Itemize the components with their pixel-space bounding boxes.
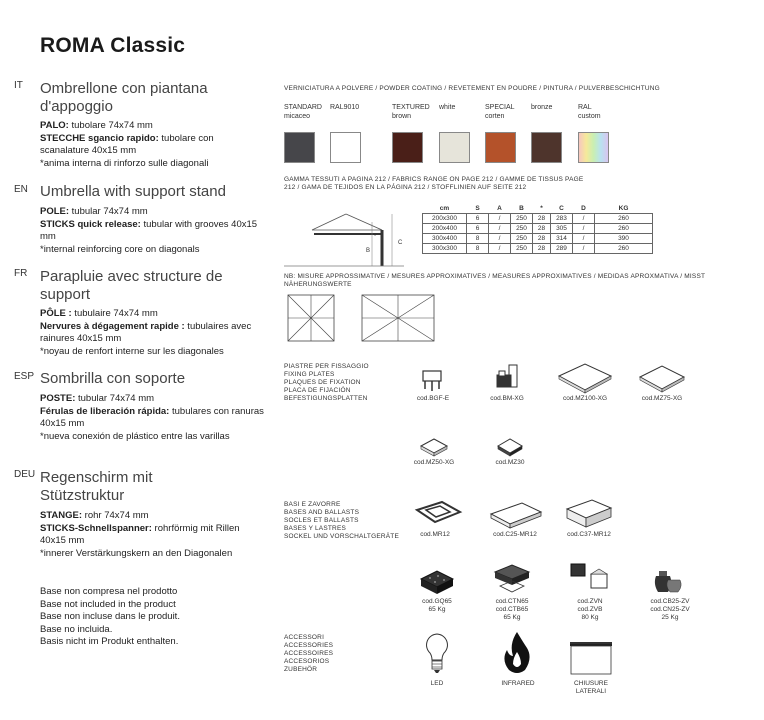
ballast-gq65-icon — [418, 568, 456, 596]
table-cell: / — [573, 224, 595, 234]
table-cell: / — [489, 214, 511, 224]
pole-label: STANGE: — [40, 510, 83, 521]
note-text: *anima interna di rinforzo sulle diagonali — [40, 157, 209, 169]
base-code: cod.C37-MR12 — [567, 531, 611, 538]
plate-mz30-icon — [495, 436, 525, 458]
led-bulb-icon — [423, 632, 451, 676]
table-cell: 390 — [595, 234, 653, 244]
table-cell: 28 — [533, 224, 551, 234]
accessory-label: INFRARED — [501, 680, 535, 687]
nb-note: NB: MISURE APPROSSIMATIVE / MESURES APPROXIMATIVES / MEASURES APPROXIMATIVES / MEDIDAS APROXMATIVA / MISST NÄHERUNGSWERTE — [284, 273, 706, 288]
swatch-label: RAL9010 — [330, 104, 360, 111]
ballast-zvn-icon — [567, 560, 613, 596]
base-note: Base non compresa nel prodotto — [40, 586, 178, 597]
note-text: *nueva conexión de plástico entre las varillas — [40, 430, 230, 442]
swatch-label: RAL custom — [578, 104, 601, 120]
ballast-weight: 80 Kg — [581, 614, 599, 621]
sticks-label: STECCHE sgancio rapido: — [40, 132, 159, 144]
lang-code-en: EN — [14, 184, 28, 195]
table-cell: 28 — [533, 214, 551, 224]
plate-mz75-xg-icon — [637, 364, 687, 394]
base-c37-mr12-icon — [564, 497, 614, 531]
table-cell: 28 — [533, 234, 551, 244]
pole-text: tubular 74x74 mm — [69, 206, 148, 217]
side-curtain-icon — [568, 640, 614, 676]
fixing-plates-title: PIASTRE PER FISSAGGIO FIXING PLATES PLAQUES DE FIXATION PLACA DE FIJACIÓN BEFESTIGUNGSPLATTEN — [284, 363, 369, 402]
table-cell: 8 — [467, 244, 489, 254]
plate-bm-xg-icon — [493, 363, 523, 391]
sticks-text: tubulares con ranuras 40x15 mm — [40, 405, 264, 429]
base-note: Base non incluse dans le produit. — [40, 611, 180, 622]
dim-letter-b: B — [366, 248, 371, 254]
ballast-weight: 25 Kg — [661, 614, 679, 621]
swatch-label: bronze — [531, 104, 553, 111]
section-title-en: Umbrella with support stand — [40, 183, 226, 200]
ballast-code: cod.CB25-ZV cod.CN25-ZV — [650, 598, 690, 613]
table-cell: 250 — [511, 234, 533, 244]
table-row — [423, 234, 653, 244]
pole-label: POSTE: — [40, 393, 76, 404]
base-note: Basis nicht im Produkt enthalten. — [40, 636, 179, 647]
section-body-en — [40, 206, 265, 256]
section-body-deu — [40, 510, 265, 560]
section-title-it: Ombrellone con piantana d'appoggio — [40, 80, 208, 115]
umbrella-side-diagram — [282, 210, 417, 270]
base-notes — [40, 586, 265, 649]
color-swatch[interactable] — [439, 132, 470, 163]
ballast-weight: 65 Kg — [428, 606, 446, 613]
dimensions-table — [422, 204, 653, 254]
pole-label: PALO: — [40, 120, 69, 131]
table-cell: 300x300 — [423, 244, 467, 254]
sticks-label: STICKS-Schnellspanner: — [40, 522, 152, 534]
dim-header: C — [551, 204, 573, 214]
table-cell: 305 — [551, 224, 573, 234]
pole-text: tubular 74x74 mm — [75, 393, 155, 404]
table-row — [423, 244, 653, 254]
table-row — [423, 214, 653, 224]
dim-header: B — [511, 204, 533, 214]
table-cell: 200x400 — [423, 224, 467, 234]
section-body-it — [40, 120, 265, 170]
table-row — [423, 224, 653, 234]
table-cell: 260 — [595, 224, 653, 234]
table-cell: 300x400 — [423, 234, 467, 244]
table-cell: / — [573, 214, 595, 224]
swatch-label: white — [439, 104, 456, 111]
pole-label: PÔLE : — [40, 308, 72, 319]
dim-header: S — [467, 204, 489, 214]
section-title-esp: Sombrilla con soporte — [40, 370, 186, 387]
lang-code-esp: ESP — [14, 371, 35, 382]
product-title: ROMA Classic — [40, 34, 186, 57]
color-swatch[interactable] — [578, 132, 609, 163]
pole-text: tubulaire 74x74 mm — [71, 308, 158, 319]
color-swatch[interactable] — [330, 132, 361, 163]
base-note: Base no incluida. — [40, 623, 113, 635]
color-swatch[interactable] — [284, 132, 315, 163]
table-cell: 250 — [511, 244, 533, 254]
lang-code-deu: DEU — [14, 469, 36, 480]
ballast-code: cod.ZVN cod.ZVB — [577, 598, 603, 613]
coating-header: VERNICIATURA A POLVERE / POWDER COATING / REVETEMENT EN POUDRE / PINTURA / PULVERBESCHICHTUNG — [284, 85, 660, 92]
table-cell: 6 — [467, 214, 489, 224]
pole-text: rohr 74x74 mm — [82, 510, 149, 521]
table-cell: / — [489, 234, 511, 244]
base-c25-mr12-icon — [488, 500, 544, 530]
section-body-esp — [40, 393, 265, 443]
ballast-code: cod.GQ65 — [422, 598, 452, 605]
top-view-square — [287, 294, 337, 342]
table-cell: / — [573, 244, 595, 254]
bases-title: BASI E ZAVORRE BASES AND BALLASTS SOCLES ET BALLASTS BASES Y LASTRES SOCKEL UND VORSCHALTGERÄTE — [284, 501, 399, 540]
top-view-rect — [361, 294, 435, 342]
table-cell: 28 — [533, 244, 551, 254]
swatch-label: STANDARD micaceo — [284, 104, 322, 120]
color-swatch[interactable] — [392, 132, 423, 163]
ballast-ctn65-icon — [492, 562, 532, 596]
accessory-label: LED — [430, 680, 444, 687]
note-text: *innerer Verstärkungskern an den Diagonalen — [40, 547, 233, 559]
table-cell: 314 — [551, 234, 573, 244]
color-swatch[interactable] — [485, 132, 516, 163]
dim-header: A — [489, 204, 511, 214]
pole-label: POLE: — [40, 206, 70, 217]
plate-code: cod.MZ100-XG — [562, 395, 608, 402]
table-cell: 289 — [551, 244, 573, 254]
plate-code: cod.MZ50-XG — [413, 459, 455, 466]
swatch-label: TEXTURED brown — [392, 104, 430, 120]
table-cell: 200x300 — [423, 214, 467, 224]
dim-header: * — [533, 204, 551, 214]
color-swatch[interactable] — [531, 132, 562, 163]
dim-letter-c: C — [398, 240, 403, 246]
plate-code: cod.MZ75-XG — [641, 395, 683, 402]
accessory-label: CHIUSURE LATERALI — [574, 680, 608, 695]
sticks-text: tubulaires avec rainures 40x15 mm — [40, 320, 252, 344]
base-code: cod.C25-MR12 — [493, 531, 537, 538]
sticks-label: Nervures à dégagement rapide : — [40, 320, 185, 332]
section-title-deu: Regenschirm mit Stützstruktur — [40, 469, 153, 504]
sticks-label: Férulas de liberación rápida: — [40, 405, 170, 417]
plate-bgf-e-icon — [419, 367, 447, 393]
table-cell: 283 — [551, 214, 573, 224]
lang-code-fr: FR — [14, 268, 28, 279]
ballast-weight: 65 Kg — [503, 614, 521, 621]
sticks-text: rohrförmig mit Rillen 40x15 mm — [40, 522, 240, 546]
ballast-cb25-zv-icon — [650, 566, 684, 596]
note-text: *noyau de renfort interne sur les diagonales — [40, 345, 224, 357]
table-cell: 260 — [595, 214, 653, 224]
table-cell: / — [489, 224, 511, 234]
fabric-note: GAMMA TESSUTI A PAGINA 212 / FABRICS RANGE ON PAGE 212 / GAMME DE TISSUS PAGE 212 / GAMA DE TEJIDOS EN LA PÁGINA 212 / STOFFLINIEN AUF SEITE 212 — [284, 176, 584, 191]
dim-header: KG — [595, 204, 653, 214]
dim-header: cm — [423, 204, 467, 214]
plate-mz50-xg-icon — [418, 436, 450, 458]
dim-letter-star: * — [374, 234, 377, 240]
sticks-text: tubular with grooves 40x15 mm — [40, 218, 258, 242]
table-cell: 250 — [511, 224, 533, 234]
base-note: Base not included in the product — [40, 598, 176, 610]
ballast-code: cod.CTN65 cod.CTB65 — [495, 598, 529, 613]
table-cell: 6 — [467, 224, 489, 234]
table-cell: 260 — [595, 244, 653, 254]
base-code: cod.MR12 — [420, 531, 450, 538]
plate-code: cod.BGF-E — [416, 395, 450, 402]
sticks-label: STICKS quick release: — [40, 218, 141, 230]
section-body-fr — [40, 308, 265, 358]
pole-text: tubolare 74x74 mm — [68, 120, 153, 131]
note-text: *internal reinforcing core on diagonals — [40, 243, 200, 255]
plate-code: cod.BM-XG — [490, 395, 524, 402]
table-cell: 8 — [467, 234, 489, 244]
swatch-label: SPECIAL corten — [485, 104, 515, 120]
lang-code-it: IT — [14, 80, 23, 91]
table-cell: / — [489, 244, 511, 254]
table-cell: 250 — [511, 214, 533, 224]
table-cell: / — [573, 234, 595, 244]
accessories-title: ACCESSORI ACCESSORIES ACCESSOIRES ACCESORIOS ZUBEHÖR — [284, 634, 334, 673]
base-mr12-icon — [414, 500, 464, 530]
flame-icon — [500, 630, 534, 676]
plate-code: cod.MZ30 — [495, 459, 525, 466]
sticks-text: tubolare con scanalature 40x15 mm — [40, 132, 214, 156]
section-title-fr: Parapluie avec structure de support — [40, 268, 223, 303]
plate-mz100-xg-icon — [555, 362, 615, 394]
dim-header: D — [573, 204, 595, 214]
